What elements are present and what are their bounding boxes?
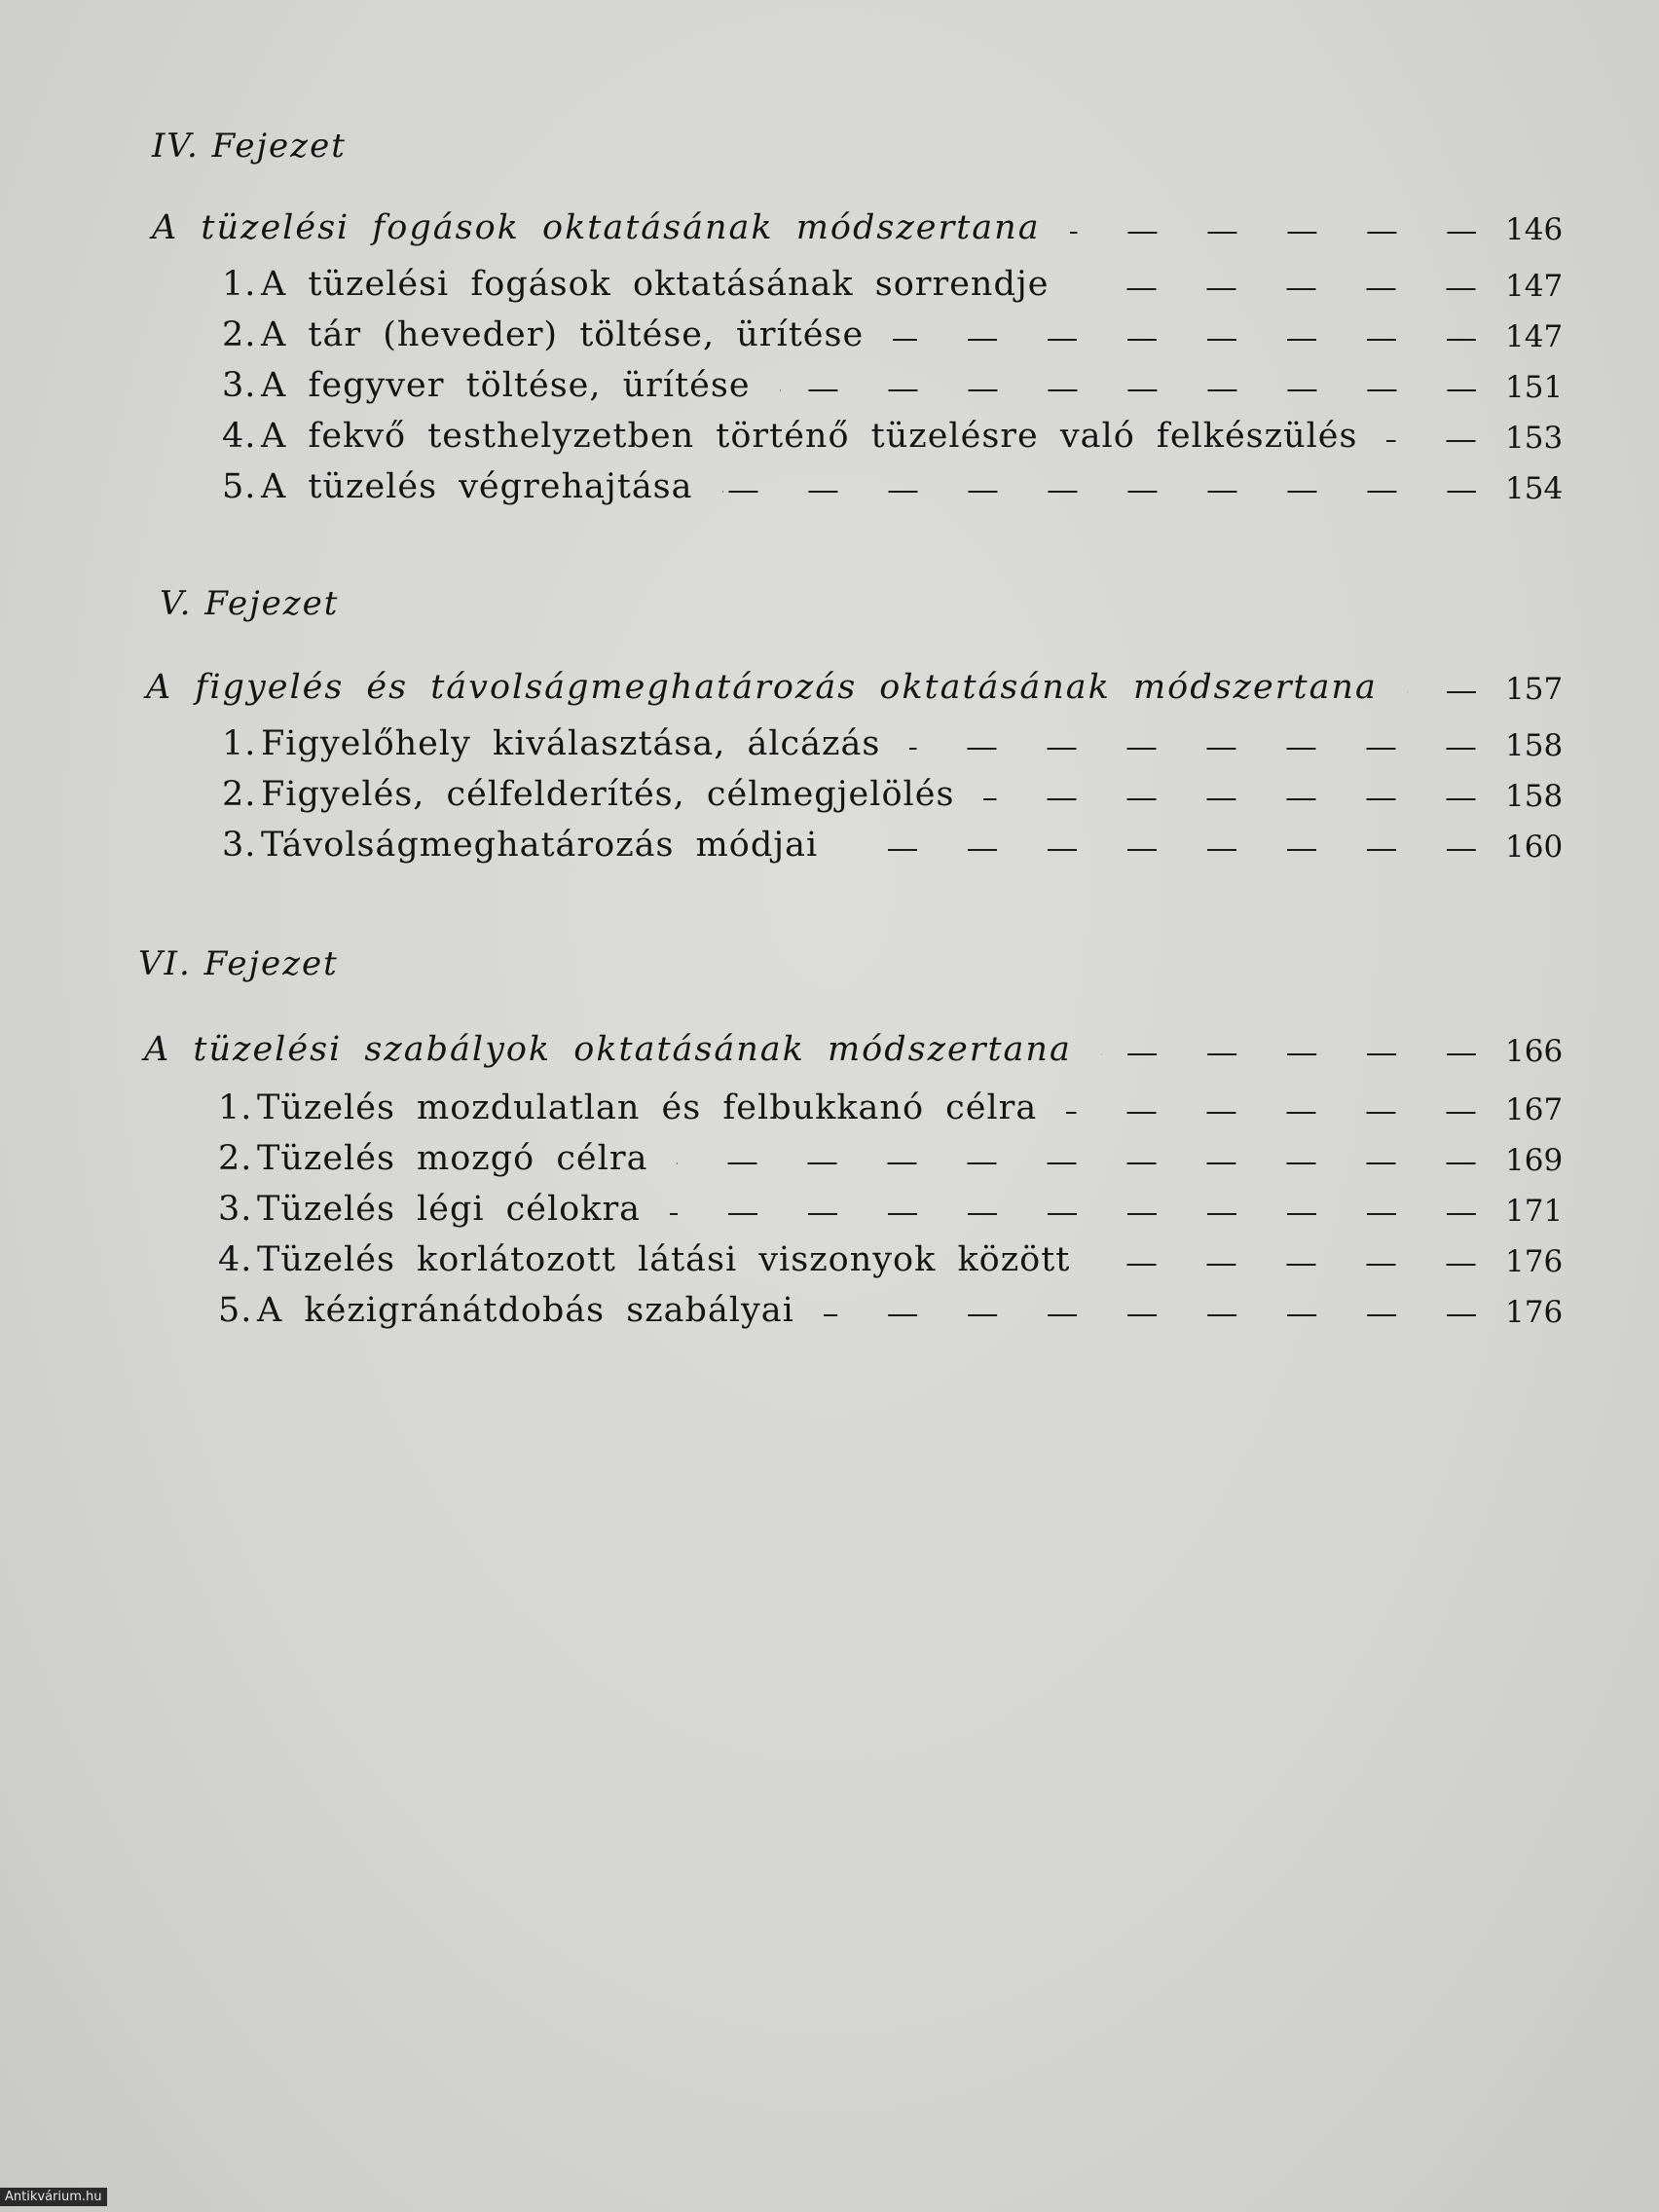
entry-title: Tüzelés mozdulatlan és felbukkanó célra: [257, 1088, 1038, 1127]
dot-leader: [1101, 1053, 1476, 1055]
chapter-main-title: A figyelés és távolságmeghatározás oktatásának módszertana: [146, 668, 1378, 707]
watermark-label: Antikvárium.hu: [0, 2188, 107, 2206]
entry-number: 2.: [218, 1139, 253, 1178]
toc-entry: [218, 1131, 1562, 1178]
page-number: 169: [1505, 1143, 1564, 1178]
page-number: 151: [1505, 370, 1564, 405]
page-number: 147: [1505, 269, 1564, 304]
entry-number: 5.: [218, 1291, 253, 1330]
dot-leader: [780, 389, 1476, 391]
entry-number: 3.: [222, 366, 257, 405]
toc-entry: [222, 409, 1562, 456]
entry-number: 2.: [222, 775, 257, 814]
entry-number: 1.: [222, 724, 257, 763]
dot-leader: [1078, 288, 1476, 290]
dot-leader: [847, 849, 1476, 851]
entry-number: 1.: [222, 265, 257, 304]
entry-number: 5.: [222, 467, 257, 506]
entry-number: 4.: [218, 1240, 253, 1279]
toc-entry: [218, 1233, 1562, 1279]
entry-number: 1.: [218, 1088, 253, 1127]
page-number: 166: [1505, 1034, 1564, 1069]
entry-number: 3.: [218, 1190, 253, 1229]
page-number: 158: [1505, 728, 1564, 763]
toc-entry: [222, 818, 1562, 865]
page-number: 171: [1505, 1194, 1564, 1229]
entry-title: A tüzelés végrehajtása: [261, 467, 693, 506]
chapter-main-entry: [144, 1022, 1562, 1069]
page-number: 160: [1505, 830, 1564, 865]
entry-title: Figyelőhely kiválasztása, álcázás: [261, 724, 881, 763]
dot-leader: [1066, 1112, 1476, 1114]
dot-leader: [824, 1314, 1476, 1316]
dot-leader: [893, 339, 1476, 341]
dot-leader: [1070, 232, 1476, 234]
chapter-main-title: A tüzelési fogások oktatásának módszertana: [152, 208, 1041, 247]
dot-leader: [983, 798, 1476, 800]
dot-leader: [1099, 1264, 1476, 1266]
page-number: 147: [1505, 319, 1564, 354]
entry-number: 4.: [222, 417, 257, 456]
toc-entry: [218, 1081, 1562, 1127]
page-number: 158: [1505, 779, 1564, 814]
entry-title: Tüzelés légi célokra: [257, 1190, 642, 1229]
toc-entry: [222, 717, 1562, 763]
entry-title: Távolságmeghatározás módjai: [261, 826, 819, 865]
toc-entry: [222, 308, 1562, 354]
entry-title: A fekvő testhelyzetben történő tüzelésre való felkészülés: [261, 417, 1358, 456]
entry-title: Tüzelés mozgó célra: [257, 1139, 648, 1178]
entry-title: A tár (heveder) töltése, ürítése: [261, 315, 865, 354]
chapter-main-entry: [146, 660, 1562, 707]
page-number: 154: [1505, 471, 1564, 506]
toc-entry: [222, 358, 1562, 405]
page-number: 167: [1505, 1092, 1564, 1127]
entry-title: A kézigránátdobás szabályai: [257, 1291, 794, 1330]
entry-title: Figyelés, célfelderítés, célmegjelölés: [261, 775, 955, 814]
dot-leader: [722, 491, 1476, 493]
entry-number: 3.: [222, 826, 257, 865]
page-number: 176: [1505, 1244, 1564, 1279]
chapter-main-title: A tüzelési szabályok oktatásának módszertana: [144, 1030, 1072, 1069]
dot-leader: [1407, 691, 1476, 693]
toc-entry: [222, 460, 1562, 506]
page-number: 157: [1505, 672, 1564, 707]
entry-title: A fegyver töltése, ürítése: [261, 366, 751, 405]
page-number: 153: [1505, 421, 1564, 456]
dot-leader: [1386, 440, 1476, 442]
entry-title: A tüzelési fogások oktatásának sorrendje: [261, 265, 1050, 304]
page-number: 146: [1505, 212, 1564, 247]
toc-entry: [218, 1283, 1562, 1330]
chapter-label: VI. Fejezet: [138, 944, 339, 983]
dot-leader: [909, 748, 1476, 750]
entry-title: Tüzelés korlátozott látási viszonyok között: [257, 1240, 1071, 1279]
toc-entry: [222, 767, 1562, 814]
toc-entry: [218, 1182, 1562, 1229]
chapter-label: V. Fejezet: [160, 584, 340, 623]
dot-leader: [677, 1162, 1476, 1164]
toc-entry: [222, 257, 1562, 304]
dot-leader: [670, 1213, 1476, 1215]
entry-number: 2.: [222, 315, 257, 354]
chapter-label: IV. Fejezet: [152, 127, 347, 166]
page-number: 176: [1505, 1295, 1564, 1330]
chapter-main-entry: [152, 201, 1562, 247]
